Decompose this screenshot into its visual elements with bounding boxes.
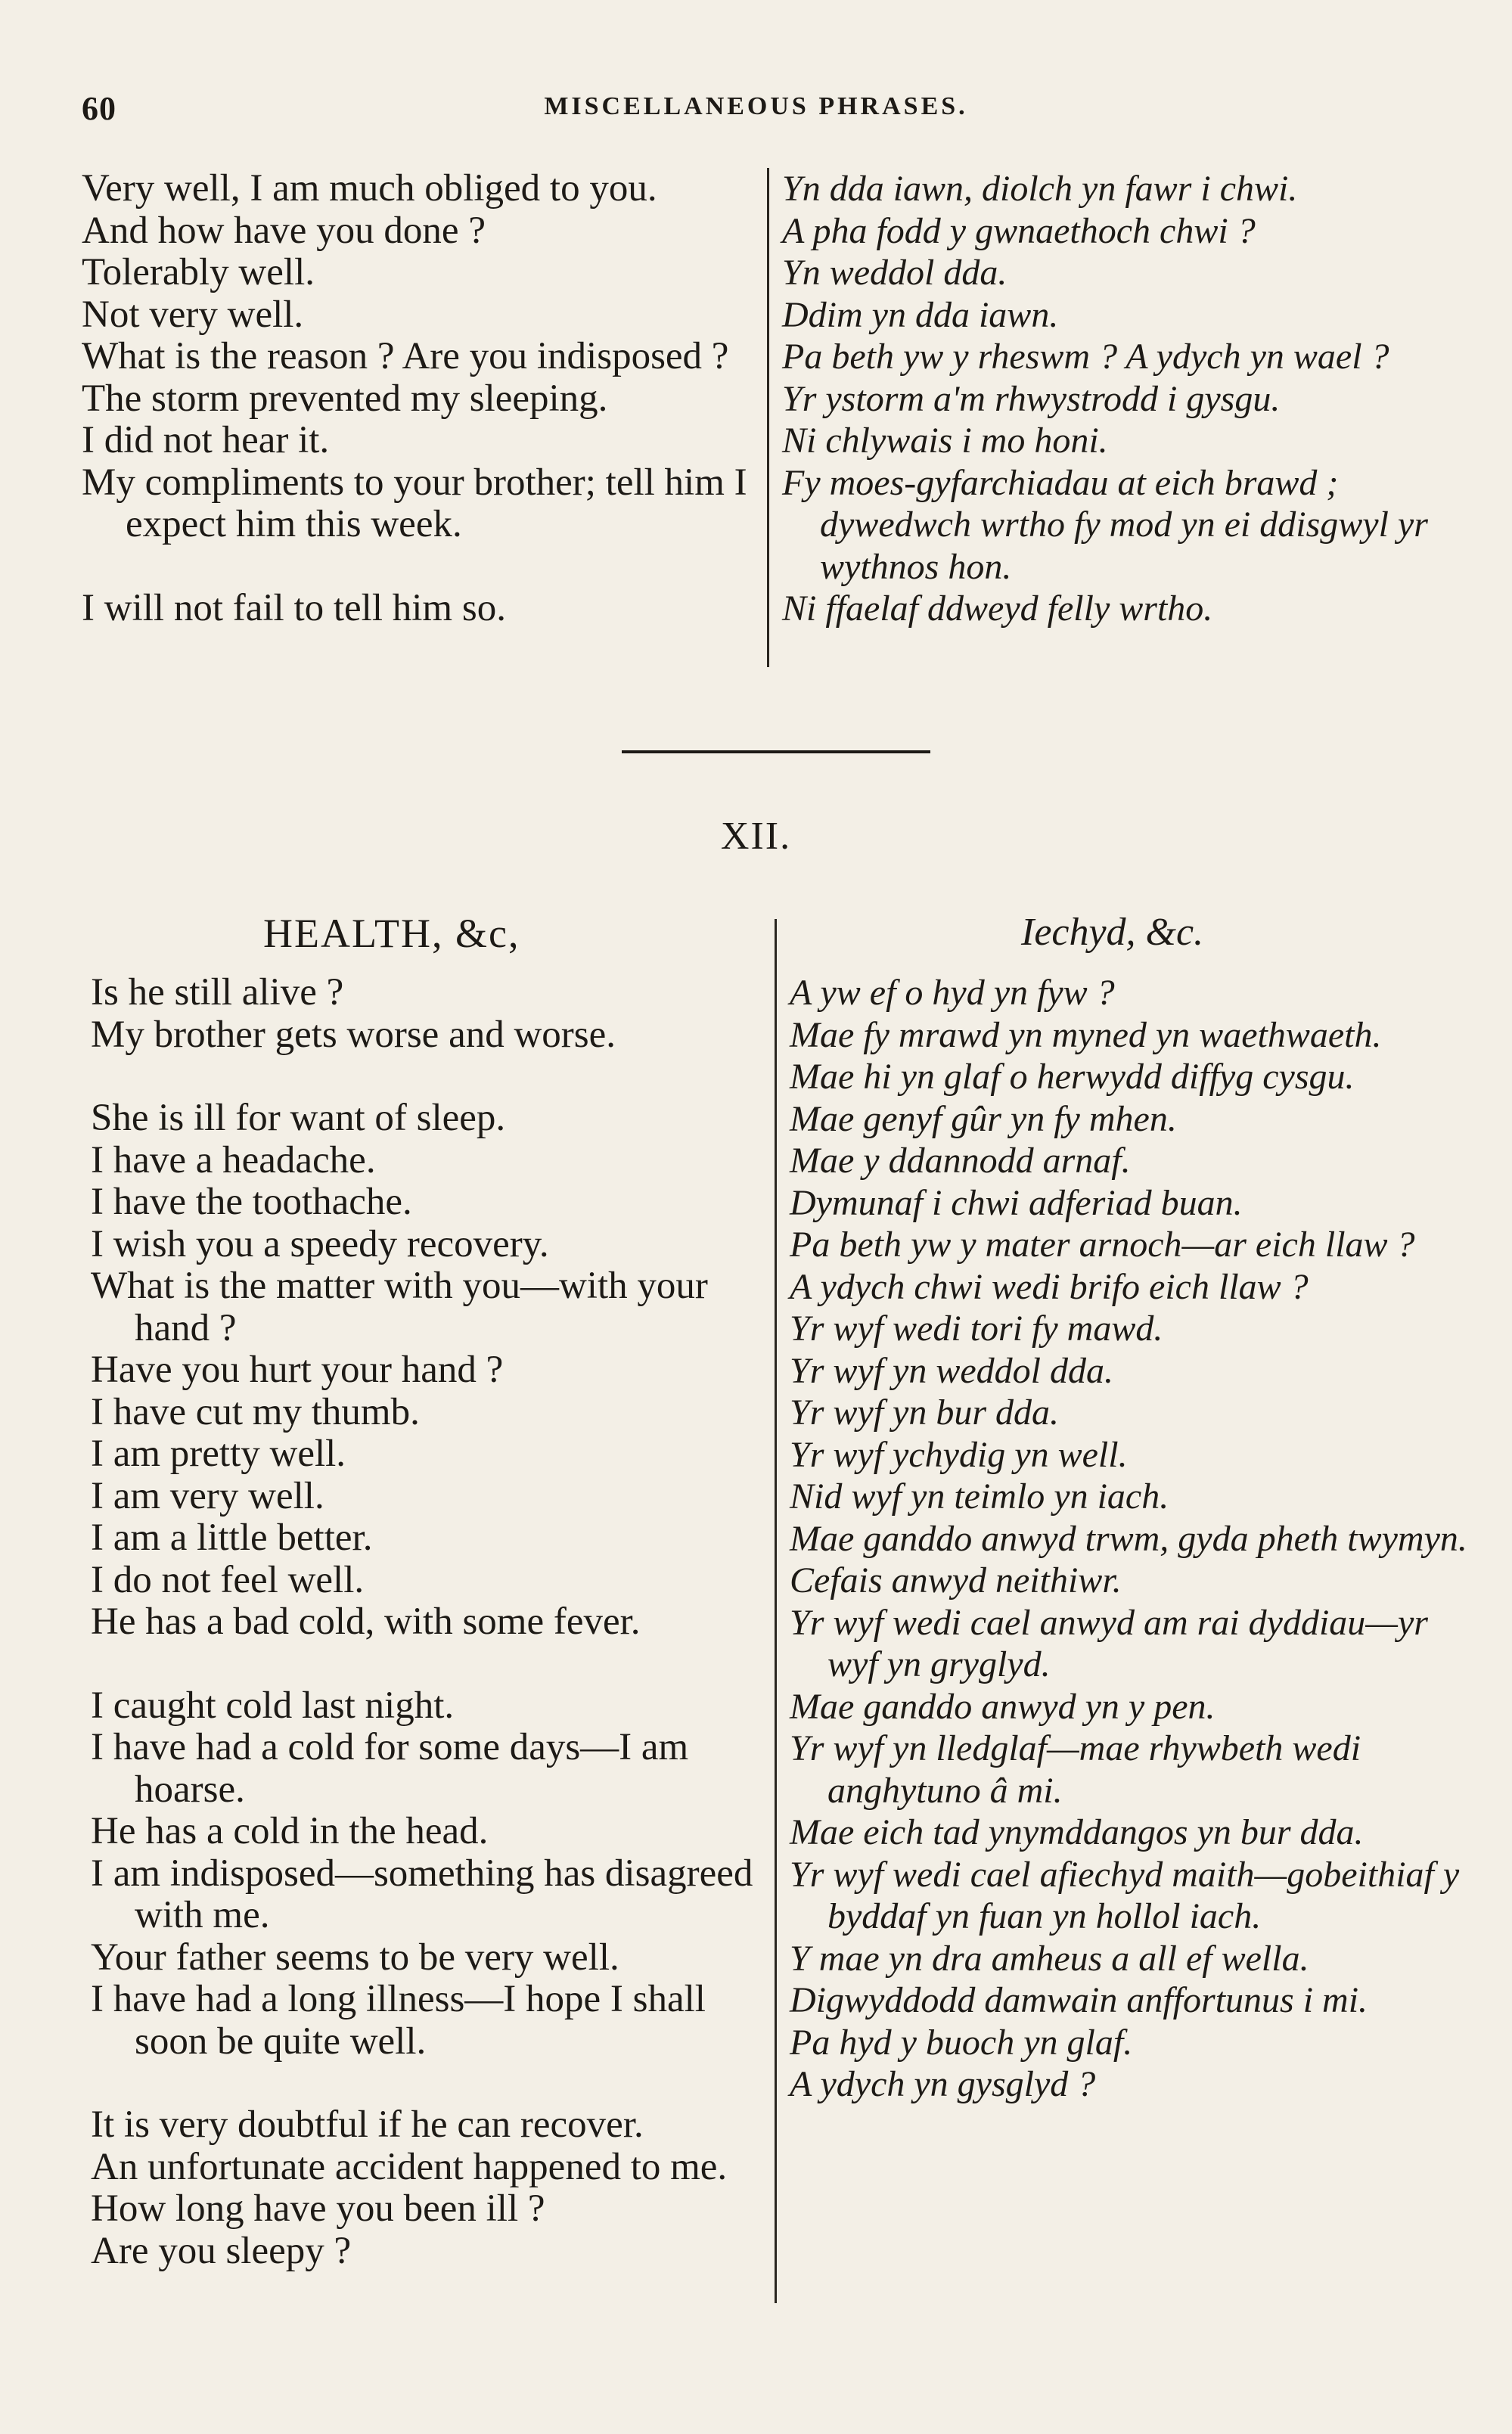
welsh-phrase: Ddim yn dda iawn.	[782, 294, 1059, 335]
welsh-phrase: Cefais anwyd neithiwr.	[790, 1560, 1122, 1600]
welsh-phrase: Mae eich tad ynymddangos yn bur dda.	[790, 1812, 1364, 1852]
welsh-phrase: A ydych yn gysglyd ?	[790, 2064, 1096, 2104]
english-phrase: I am pretty well.	[91, 1433, 346, 1475]
column-divider	[775, 919, 777, 2303]
english-phrase: I wish you a speedy recovery.	[91, 1222, 549, 1265]
column-divider	[767, 168, 769, 667]
english-phrase: Not very well.	[82, 293, 304, 336]
english-phrase: I am very well.	[91, 1474, 324, 1517]
english-phrase: It is very doubtful if he can recover.	[91, 2103, 644, 2146]
welsh-phrase: Yn weddol dda.	[782, 253, 1007, 293]
english-phrase: Is he still alive ?	[91, 971, 344, 1014]
page-number: 60	[82, 90, 116, 127]
english-phrase: What is the matter with you—with your hand ?	[91, 1265, 708, 1349]
english-phrase: I caught cold last night.	[91, 1684, 455, 1727]
english-phrase: What is the reason ? Are you indisposed ?	[82, 335, 729, 377]
welsh-phrase: Yr wyf yn weddol dda.	[790, 1350, 1113, 1391]
welsh-phrase: Mae ganddo anwyd trwm, gyda pheth twymyn.	[790, 1518, 1467, 1559]
english-phrase: My brother gets worse and worse.	[91, 1013, 616, 1056]
welsh-phrase: Yr wyf ychydig yn well.	[790, 1434, 1128, 1475]
english-phrase: Are you sleepy ?	[91, 2229, 352, 2272]
welsh-phrase: Yr wyf wedi cael anwyd am rai dyddiau—yr wyf yn gryglyd.	[790, 1602, 1428, 1684]
english-phrase: She is ill for want of sleep.	[91, 1097, 506, 1139]
welsh-phrase: Pa hyd y buoch yn glaf.	[790, 2022, 1133, 2063]
welsh-phrase: Y mae yn dra amheus a all ef wella.	[790, 1938, 1309, 1979]
welsh-section-title: Iechyd, &c.	[1021, 911, 1204, 954]
welsh-phrase: Ni ffaelaf ddweyd felly wrtho.	[782, 588, 1213, 629]
english-phrase: Tolerably well.	[82, 251, 315, 293]
welsh-phrase: Yr wyf wedi tori fy mawd.	[790, 1309, 1163, 1349]
english-phrase: The storm prevented my sleeping.	[82, 377, 608, 420]
welsh-phrase: Pa beth yw y mater arnoch—ar eich llaw ?	[790, 1225, 1415, 1265]
welsh-phrase: Yn dda iawn, diolch yn fawr i chwi.	[782, 169, 1298, 209]
welsh-phrase: Mae ganddo anwyd yn y pen.	[790, 1686, 1215, 1727]
welsh-phrase: Yr wyf wedi cael afiechyd maith—gobeithiaf y byddaf yn fuan yn hollol iach.	[790, 1854, 1460, 1936]
english-phrase: I have the toothache.	[91, 1181, 412, 1223]
welsh-phrase: Mae genyf gûr yn fy mhen.	[790, 1098, 1177, 1139]
running-head	[82, 89, 1430, 135]
health-welsh-column	[790, 972, 1474, 2106]
welsh-phrase: A yw ef o hyd yn fyw ?	[790, 973, 1115, 1013]
top-english-column	[82, 168, 755, 629]
english-phrase: I will not fail to tell him so.	[82, 586, 506, 629]
english-phrase: Your father seems to be very well.	[91, 1936, 619, 1979]
welsh-phrase: Pa beth yw y rheswm ? A ydych yn wael ?	[782, 337, 1389, 377]
english-phrase: How long have you been ill ?	[91, 2187, 545, 2230]
english-section-title: HEALTH, &c,	[263, 911, 520, 956]
welsh-phrase: Mae fy mrawd yn myned yn waethwaeth.	[790, 1014, 1382, 1055]
english-phrase: He has a cold in the head.	[91, 1810, 489, 1852]
welsh-phrase: Yr ystorm a'm rhwystrodd i gysgu.	[782, 378, 1281, 419]
welsh-phrase: Fy moes-gyfarchiadau at eich brawd ; dywedwch wrtho fy mod yn ei ddisgwyl yr wythnos hon.	[782, 462, 1428, 587]
english-phrase: I have had a long illness—I hope I shall soon be quite well.	[91, 1978, 706, 2063]
english-phrase: Have you hurt your hand ?	[91, 1349, 504, 1391]
welsh-phrase: A pha fodd y gwnaethoch chwi ?	[782, 210, 1256, 251]
health-english-column	[91, 972, 775, 2272]
welsh-phrase: Yr wyf yn bur dda.	[790, 1392, 1060, 1433]
english-phrase: I did not hear it.	[82, 419, 330, 461]
running-title: MISCELLANEOUS PHRASES.	[544, 92, 968, 120]
welsh-phrase: A ydych chwi wedi brifo eich llaw ?	[790, 1266, 1309, 1307]
welsh-phrase: Yr wyf yn lledglaf—mae rhywbeth wedi anghytuno â mi.	[790, 1728, 1361, 1811]
english-phrase: He has a bad cold, with some fever.	[91, 1600, 641, 1643]
section-number: XII.	[720, 815, 792, 858]
english-phrase: I am indisposed—something has disagreed with me.	[91, 1852, 753, 1936]
welsh-phrase: Nid wyf yn teimlo yn iach.	[790, 1476, 1169, 1517]
english-phrase: I have a headache.	[91, 1138, 376, 1181]
english-phrase: I have cut my thumb.	[91, 1390, 420, 1433]
welsh-phrase: Dymunaf i chwi adferiad buan.	[790, 1182, 1243, 1223]
english-phrase: I have had a cold for some days—I am hoarse.	[91, 1726, 689, 1811]
english-phrase: I do not feel well.	[91, 1558, 365, 1601]
english-phrase: My compliments to your brother; tell him I expect him this week.	[82, 461, 747, 545]
top-welsh-column	[782, 168, 1455, 630]
welsh-phrase: Mae hi yn glaf o herwydd diffyg cysgu.	[790, 1057, 1355, 1097]
english-phrase: And how have you done ?	[82, 209, 486, 252]
welsh-phrase: Mae y ddannodd arnaf.	[790, 1141, 1131, 1181]
section-rule	[622, 750, 930, 753]
english-phrase: I am a little better.	[91, 1517, 373, 1559]
english-phrase: Very well, I am much obliged to you.	[82, 167, 657, 210]
english-phrase: An unfortunate accident happened to me.	[91, 2145, 728, 2188]
welsh-phrase: Digwyddodd damwain anffortunus i mi.	[790, 1980, 1368, 2020]
welsh-phrase: Ni chlywais i mo honi.	[782, 421, 1108, 461]
